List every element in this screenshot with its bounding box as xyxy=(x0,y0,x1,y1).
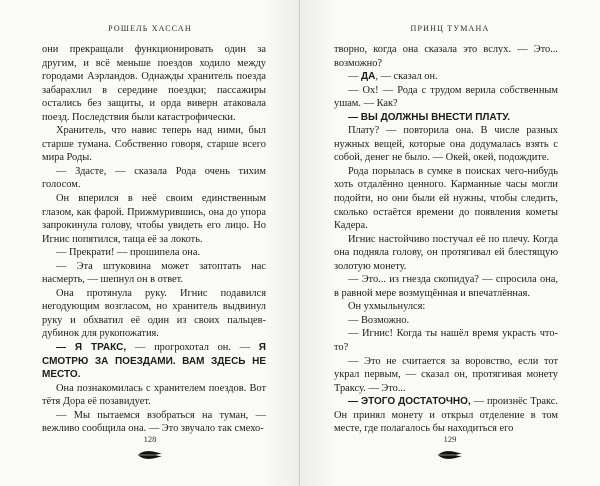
paragraph xyxy=(334,165,558,233)
paragraph-text: Он ухмыльнулся: xyxy=(348,301,426,313)
paragraph xyxy=(334,327,558,354)
paragraph-text: Она познакомилась с хранителем поездов. Вот тётя Дора её позавидует. xyxy=(42,382,266,408)
paragraph xyxy=(42,382,266,409)
paragraph xyxy=(334,395,558,436)
paragraph-text: — Ох! — Рода с трудом верила собственным ушам. — Как? xyxy=(334,84,558,110)
shouted-text: — ВЫ ДОЛЖНЫ ВНЕСТИ ПЛАТУ. xyxy=(348,111,511,123)
paragraph-text: Она протянула руку. Игнис подавился негодующим возгласом, но хранитель выдвинул руку и обхватил её один из своих пальцев-дубинок для рукопожатия. xyxy=(42,287,266,340)
paragraph xyxy=(334,111,558,125)
running-header-left: РОШЕЛЬ ХАССАН xyxy=(108,24,192,33)
paragraph xyxy=(42,43,266,124)
paragraph-text: , — сказал он. xyxy=(375,71,438,83)
paragraph-text: Хранитель, что навис теперь над ними, был старше тумана. Собственно говоря, старше всего мира Роды. xyxy=(42,125,266,164)
left-page-text xyxy=(42,43,266,436)
paragraph-text: Игнис настойчиво постучал её по плечу. Когда она подняла голову, он протягивал ей блестящую золотую монету. xyxy=(334,233,558,272)
paragraph-text: Рода порылась в сумке в поисках чего-нибудь хоть отдалённо ценного. Карманные часы могли подойти, но они были ей нужны, чтобы следить, сколько остаётся времени до появления кометы Кадера. xyxy=(334,165,558,232)
paragraph xyxy=(42,246,266,260)
paragraph-text: — Возможно. xyxy=(348,314,410,326)
right-page xyxy=(300,0,600,486)
paragraph xyxy=(42,260,266,287)
paragraph-text: — Это... из гнезда скопидуа? — спросила она, в равной мере возмущённая и впечатлённая. xyxy=(334,274,558,299)
paragraph xyxy=(334,233,558,274)
paragraph xyxy=(42,165,266,192)
paragraph xyxy=(334,124,558,165)
paragraph-text: — Мы пытаемся взобраться на туман, — вежливо сообщила она. — Это звучало так смехо- xyxy=(42,409,266,435)
paragraph-text: творно, когда она сказала это вслух. — Это... возможно? xyxy=(334,44,558,69)
paragraph-text: они прекращали функционировать один за другим, и всё меньше поездов ходило между городами Аэрландов. Однажды хранитель поезда забарахлил в середине поездки; пассажиры остались без защиты, и орда виверн атаковала поезд. Последствия были катастрофически. xyxy=(42,44,266,123)
paragraph-text: — произнёс Тракс. Он принял монету и открыл отделение в том месте, где полагалось бы находиться его xyxy=(334,396,558,435)
paragraph xyxy=(42,124,266,165)
shouted-text: ДА xyxy=(361,71,376,83)
paragraph-text: — xyxy=(348,71,361,83)
shouted-text: Я СМОТРЮ ЗА ПОЕЗДАМИ. ВАМ ЗДЕСЬ НЕ МЕСТО. xyxy=(42,342,266,381)
page-number-right: 129 xyxy=(443,434,457,444)
paragraph xyxy=(334,314,558,328)
shouted-text: — ЭТОГО ДОСТАТОЧНО, xyxy=(348,396,474,408)
paragraph-text: — Эта штуковина может затоптать нас насмерть, — шепнул он в ответ. xyxy=(42,260,266,286)
paragraph xyxy=(334,70,558,84)
paragraph xyxy=(334,300,558,314)
paragraph xyxy=(42,287,266,341)
paragraph xyxy=(42,409,266,436)
feather-ornament-icon xyxy=(437,449,463,461)
paragraph-text: — Прекрати! — прошипела она. xyxy=(56,247,201,259)
shouted-text: — Я ТРАКС, xyxy=(56,342,135,354)
paragraph-text: — Здасте, — сказала Рода очень тихим голосом. xyxy=(42,165,266,191)
right-page-text xyxy=(334,43,558,436)
paragraph-text: — прогрохотал он. — xyxy=(135,342,259,354)
paragraph-text: — Игнис! Когда ты нашёл время украсть что-то? xyxy=(334,328,558,354)
paragraph-text: — Это не считается за воровство, если тот украл первым, — сказал он, протягивая монету Траксу. — Это... xyxy=(334,355,558,394)
paragraph xyxy=(334,355,558,396)
paragraph xyxy=(334,43,558,70)
paragraph xyxy=(334,84,558,111)
running-header-right: ПРИНЦ ТУМАНА xyxy=(410,24,490,33)
paragraph xyxy=(42,341,266,382)
paragraph-text: Плату? — повторила она. В числе разных нужных вещей, которые она додумалась взять с собой, денег не было. — Окей, окей, подождите. xyxy=(334,125,558,164)
feather-ornament-icon xyxy=(137,449,163,461)
paragraph xyxy=(334,273,558,300)
paragraph-text: Он вперился в неё своим единственным глазом, как фарой. Прижмурившись, она до упора запрокинула голову, чтобы увидеть его лицо. Но Игнис попятился, таща её за локоть. xyxy=(42,193,266,245)
paragraph xyxy=(42,192,266,246)
page-number-left: 128 xyxy=(143,434,157,444)
